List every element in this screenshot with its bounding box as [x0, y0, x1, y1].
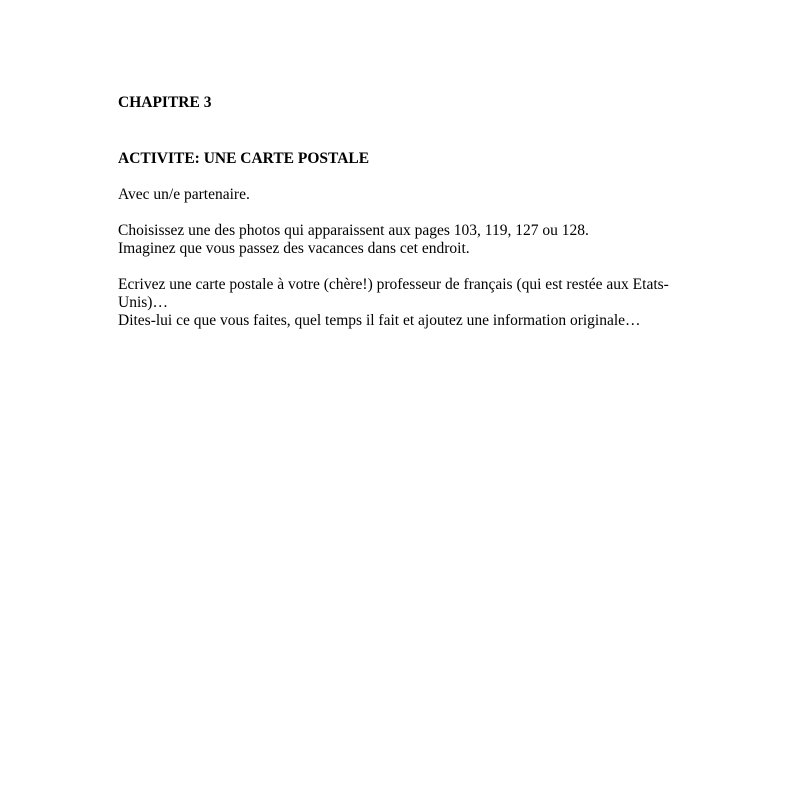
text-line: Dites-lui ce que vous faites, quel temps il fait et ajoutez une information originale…: [118, 312, 641, 329]
text-line: Unis)…: [118, 294, 168, 311]
document-body: [118, 94, 688, 348]
text-line: Avec un/e partenaire.: [118, 186, 250, 203]
instruction-paragraph-photos: [118, 222, 688, 258]
instruction-paragraph-postcard: [118, 276, 688, 330]
text-line: Choisissez une des photos qui apparaissent aux pages 103, 119, 127 ou 128.: [118, 222, 589, 239]
text-line: Imaginez que vous passez des vacances dans cet endroit.: [118, 240, 470, 257]
activity-heading: ACTIVITE: UNE CARTE POSTALE: [118, 150, 370, 167]
instruction-paragraph-partner: [118, 186, 688, 204]
chapter-heading: CHAPITRE 3: [118, 94, 212, 111]
text-line: Ecrivez une carte postale à votre (chère!) professeur de français (qui est restée aux Etats-: [118, 276, 669, 293]
